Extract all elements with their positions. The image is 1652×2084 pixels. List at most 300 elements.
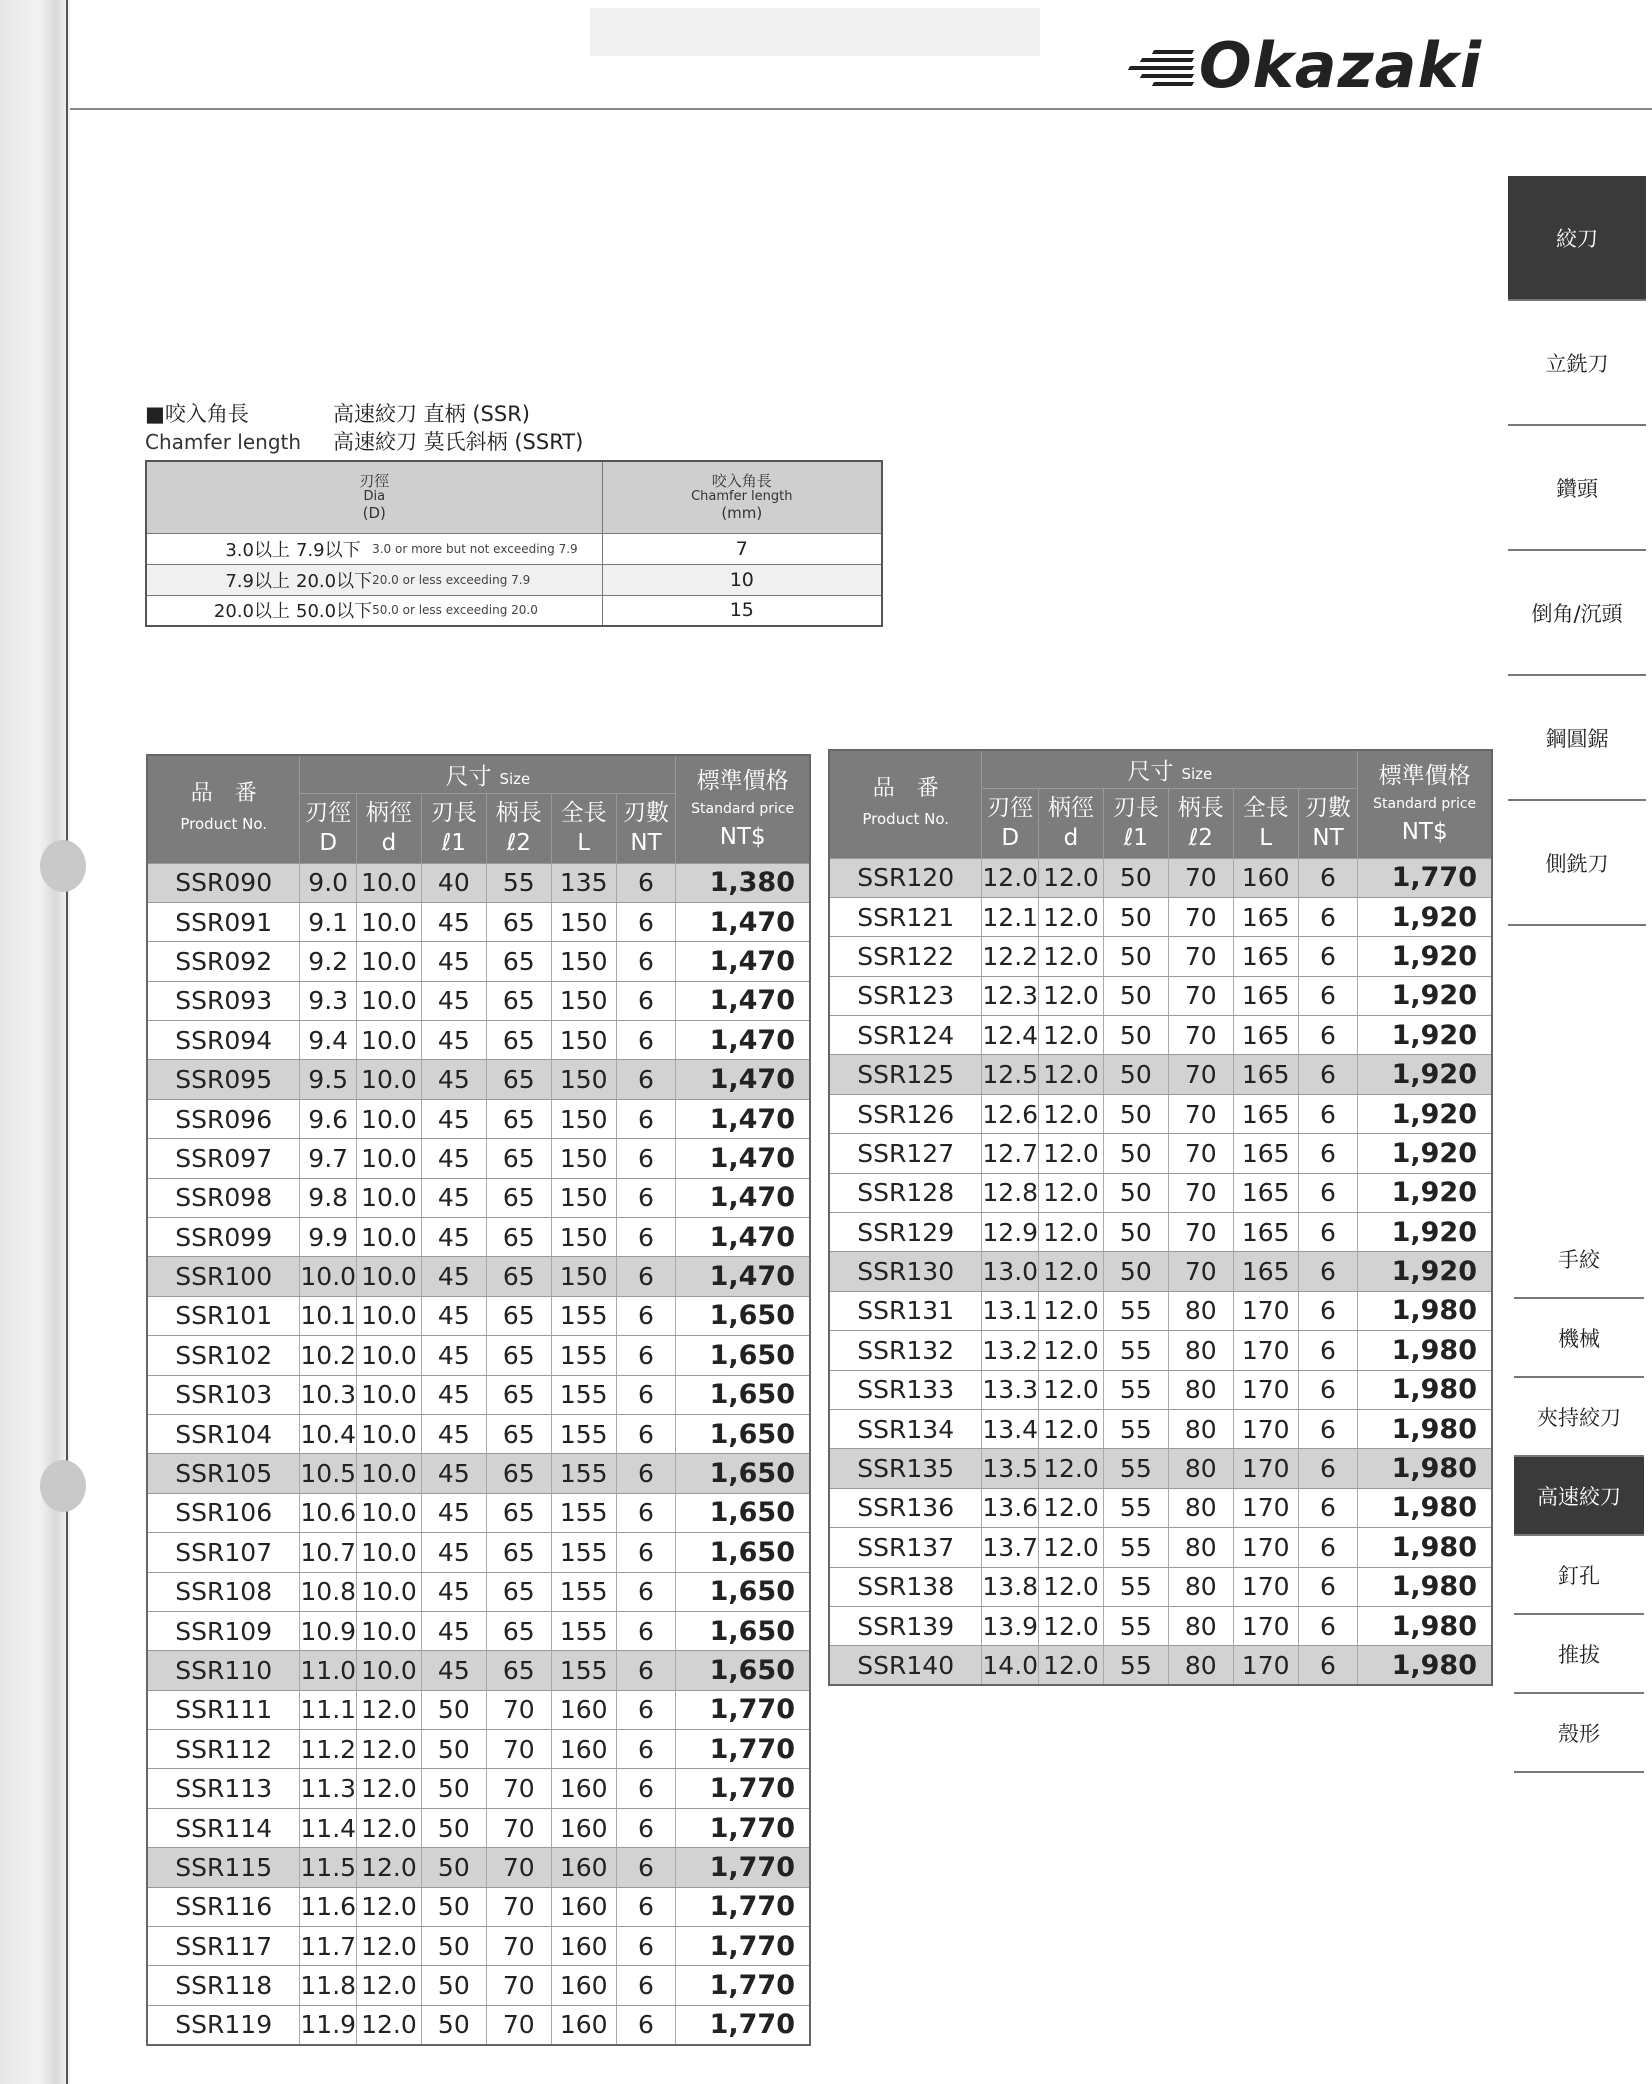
diameter-cell: 9.2 — [300, 942, 357, 981]
price-cell: 1,920 — [1358, 976, 1492, 1015]
teeth-cell: 6 — [616, 1769, 676, 1808]
price-cell: 1,470 — [676, 1099, 810, 1138]
flute-length-cell: 50 — [1103, 976, 1168, 1015]
product-no-cell: SSR119 — [147, 2005, 300, 2044]
shank-dia-cell: 12.0 — [1038, 937, 1103, 976]
price-cell: 1,650 — [676, 1572, 810, 1611]
price-cell: 1,470 — [676, 981, 810, 1020]
flute-length-cell: 45 — [421, 1257, 486, 1296]
overall-length-cell: 160 — [551, 1808, 616, 1847]
diameter-cell: 12.3 — [982, 976, 1039, 1015]
price-cell: 1,980 — [1358, 1606, 1492, 1645]
product-no-cell: SSR104 — [147, 1414, 300, 1453]
price-cell: 1,650 — [676, 1414, 810, 1453]
flute-length-cell: 45 — [421, 1336, 486, 1375]
overall-length-cell: 165 — [1233, 1213, 1298, 1252]
col-product-no — [147, 755, 300, 863]
col-price — [676, 755, 810, 863]
col-shank-dia-symbol: d — [1063, 825, 1079, 851]
shank-dia-cell: 12.0 — [1038, 1606, 1103, 1645]
teeth-cell: 6 — [1298, 897, 1358, 936]
flute-length-cell: 50 — [1103, 1173, 1168, 1212]
col-price-currency: NT$ — [1401, 819, 1448, 846]
price-cell: 1,770 — [676, 1808, 810, 1847]
col-diameter-symbol: D — [319, 830, 338, 856]
flute-length-cell: 55 — [1103, 1567, 1168, 1606]
diameter-cell: 10.5 — [300, 1454, 357, 1493]
flute-length-cell: 45 — [421, 981, 486, 1020]
shank-length-cell: 70 — [486, 1848, 551, 1887]
product-row — [147, 1808, 810, 1847]
shank-length-cell: 65 — [486, 1454, 551, 1493]
shank-length-cell: 70 — [486, 1927, 551, 1966]
shank-dia-cell: 10.0 — [356, 1178, 421, 1217]
overall-length-cell: 160 — [551, 1887, 616, 1926]
teeth-cell: 6 — [616, 1178, 676, 1217]
product-no-cell: SSR129 — [829, 1213, 982, 1252]
reamer-type-tab[interactable]: 手絞 — [1514, 1220, 1644, 1299]
product-no-cell: SSR133 — [829, 1370, 982, 1409]
shank-dia-cell: 12.0 — [1038, 976, 1103, 1015]
col-shank-dia — [1038, 788, 1103, 858]
category-tab[interactable]: 側銑刀 — [1508, 801, 1646, 926]
diameter-cell: 10.2 — [300, 1336, 357, 1375]
product-no-cell: SSR107 — [147, 1533, 300, 1572]
teeth-cell: 6 — [616, 1690, 676, 1729]
overall-length-cell: 150 — [551, 1099, 616, 1138]
price-cell: 1,470 — [676, 1139, 810, 1178]
overall-length-cell: 160 — [1233, 858, 1298, 897]
diameter-cell: 12.7 — [982, 1134, 1039, 1173]
product-no-cell: SSR134 — [829, 1409, 982, 1448]
reamer-type-tab[interactable]: 夾持絞刀 — [1514, 1378, 1644, 1457]
chamfer-col-length: 咬入角長 Chamfer length (mm) — [602, 461, 882, 533]
col-shank-dia-symbol: d — [381, 830, 397, 856]
shank-length-cell: 80 — [1168, 1449, 1233, 1488]
shank-length-cell: 65 — [486, 1178, 551, 1217]
shank-length-cell: 70 — [1168, 1134, 1233, 1173]
product-row — [829, 1291, 1492, 1330]
overall-length-cell: 155 — [551, 1336, 616, 1375]
col-size-en: Size — [499, 769, 531, 788]
product-no-cell: SSR126 — [829, 1094, 982, 1133]
overall-length-cell: 155 — [551, 1572, 616, 1611]
chamfer-row — [146, 564, 882, 595]
overall-length-cell: 150 — [551, 902, 616, 941]
diameter-cell: 13.3 — [982, 1370, 1039, 1409]
shank-dia-cell: 10.0 — [356, 1651, 421, 1690]
flute-length-cell: 50 — [1103, 1055, 1168, 1094]
category-tab[interactable]: 倒角/沉頭 — [1508, 551, 1646, 676]
shank-length-cell: 65 — [486, 1296, 551, 1335]
diameter-cell: 9.5 — [300, 1060, 357, 1099]
diameter-cell: 11.3 — [300, 1769, 357, 1808]
teeth-cell: 6 — [616, 2005, 676, 2044]
col-product-zh: 品 番 — [190, 781, 257, 807]
shank-dia-cell: 10.0 — [356, 1454, 421, 1493]
teeth-cell: 6 — [616, 1099, 676, 1138]
diameter-cell: 13.2 — [982, 1331, 1039, 1370]
shank-dia-cell: 12.0 — [356, 1730, 421, 1769]
reamer-type-tabs — [1514, 1220, 1644, 1773]
shank-dia-cell: 10.0 — [356, 1099, 421, 1138]
product-row — [147, 1533, 810, 1572]
shank-length-cell: 65 — [486, 1651, 551, 1690]
reamer-type-tab[interactable]: 釘孔 — [1514, 1536, 1644, 1615]
col-price-en: Standard price — [691, 801, 795, 818]
shank-dia-cell: 12.0 — [1038, 1567, 1103, 1606]
flute-length-cell: 45 — [421, 1099, 486, 1138]
reamer-type-tab[interactable]: 高速絞刀 — [1514, 1457, 1644, 1536]
price-cell: 1,920 — [1358, 1252, 1492, 1291]
diameter-cell: 14.0 — [982, 1646, 1039, 1685]
diameter-cell: 9.7 — [300, 1139, 357, 1178]
overall-length-cell: 150 — [551, 942, 616, 981]
product-no-cell: SSR102 — [147, 1336, 300, 1375]
price-cell: 1,650 — [676, 1533, 810, 1572]
reamer-type-tab[interactable]: 機械 — [1514, 1299, 1644, 1378]
price-cell: 1,470 — [676, 902, 810, 941]
category-tab[interactable]: 鋼圓鋸 — [1508, 676, 1646, 801]
flute-length-cell: 50 — [421, 1927, 486, 1966]
col-overall-length — [551, 793, 616, 863]
product-row — [147, 2005, 810, 2044]
product-no-cell: SSR092 — [147, 942, 300, 981]
flute-length-cell: 50 — [421, 1730, 486, 1769]
chamfer-heading-en: Chamfer length — [145, 430, 302, 454]
price-cell: 1,650 — [676, 1493, 810, 1532]
overall-length-cell: 150 — [551, 1139, 616, 1178]
shank-length-cell: 65 — [486, 1414, 551, 1453]
header-rule — [70, 108, 1652, 110]
binding-edge — [66, 0, 68, 2084]
product-row — [147, 1336, 810, 1375]
price-cell: 1,470 — [676, 1060, 810, 1099]
col-diameter — [982, 788, 1039, 858]
teeth-cell: 6 — [616, 1572, 676, 1611]
product-row — [147, 1611, 810, 1650]
shank-dia-cell: 10.0 — [356, 1572, 421, 1611]
col-product-no — [829, 750, 982, 858]
chamfer-range-desc: 3.0 or more but not exceeding 7.9 — [372, 533, 602, 564]
shank-dia-cell: 12.0 — [1038, 1213, 1103, 1252]
shank-dia-cell: 10.0 — [356, 1060, 421, 1099]
flute-length-cell: 55 — [1103, 1370, 1168, 1409]
product-row — [829, 1567, 1492, 1606]
flute-length-cell: 50 — [1103, 858, 1168, 897]
overall-length-cell: 165 — [1233, 1055, 1298, 1094]
price-cell: 1,980 — [1358, 1370, 1492, 1409]
diameter-cell: 11.6 — [300, 1887, 357, 1926]
reamer-type-tab[interactable]: 推拔 — [1514, 1615, 1644, 1694]
diameter-cell: 11.8 — [300, 1966, 357, 2005]
overall-length-cell: 165 — [1233, 1094, 1298, 1133]
col-overall-length-symbol: L — [1259, 825, 1273, 851]
teeth-cell: 6 — [1298, 1213, 1358, 1252]
product-row — [829, 1252, 1492, 1291]
flute-length-cell: 50 — [1103, 937, 1168, 976]
brand-logo — [1123, 30, 1482, 100]
overall-length-cell: 165 — [1233, 1252, 1298, 1291]
col-shank-dia-zh: 柄徑 — [365, 800, 412, 826]
col-overall-length-zh: 全長 — [560, 800, 607, 826]
flute-length-cell: 55 — [1103, 1291, 1168, 1330]
shank-length-cell: 65 — [486, 1572, 551, 1611]
teeth-cell: 6 — [1298, 1646, 1358, 1685]
shank-dia-cell: 12.0 — [1038, 858, 1103, 897]
diameter-cell: 9.9 — [300, 1218, 357, 1257]
product-no-cell: SSR114 — [147, 1808, 300, 1847]
product-row — [147, 981, 810, 1020]
product-no-cell: SSR137 — [829, 1528, 982, 1567]
overall-length-cell: 170 — [1233, 1291, 1298, 1330]
chamfer-range-from: 7.9以上 — [146, 564, 296, 595]
price-cell: 1,920 — [1358, 1094, 1492, 1133]
diameter-cell: 9.8 — [300, 1178, 357, 1217]
price-cell: 1,770 — [676, 1887, 810, 1926]
col-shank-length — [486, 793, 551, 863]
product-no-cell: SSR090 — [147, 863, 300, 902]
product-row — [829, 1449, 1492, 1488]
col-flute-length-zh: 刃長 — [430, 800, 477, 826]
shank-length-cell: 65 — [486, 942, 551, 981]
flute-length-cell: 55 — [1103, 1646, 1168, 1685]
overall-length-cell: 155 — [551, 1611, 616, 1650]
flute-length-cell: 45 — [421, 1178, 486, 1217]
teeth-cell: 6 — [616, 1808, 676, 1847]
overall-length-cell: 155 — [551, 1296, 616, 1335]
flute-length-cell: 50 — [1103, 1213, 1168, 1252]
flute-length-cell: 50 — [421, 1769, 486, 1808]
binder-hole — [40, 1460, 86, 1512]
shank-dia-cell: 12.0 — [1038, 1291, 1103, 1330]
overall-length-cell: 165 — [1233, 976, 1298, 1015]
shank-length-cell: 80 — [1168, 1291, 1233, 1330]
col-flute-length-symbol: ℓ1 — [1123, 825, 1148, 851]
flute-length-cell: 55 — [1103, 1488, 1168, 1527]
diameter-cell: 10.1 — [300, 1296, 357, 1335]
product-no-cell: SSR106 — [147, 1493, 300, 1532]
shank-dia-cell: 12.0 — [1038, 1016, 1103, 1055]
product-no-cell: SSR110 — [147, 1651, 300, 1690]
overall-length-cell: 170 — [1233, 1567, 1298, 1606]
flute-length-cell: 45 — [421, 1611, 486, 1650]
product-row — [829, 1016, 1492, 1055]
price-cell: 1,470 — [676, 1257, 810, 1296]
col-teeth-zh: 刃數 — [1304, 795, 1351, 821]
diameter-cell: 12.0 — [982, 858, 1039, 897]
flute-length-cell: 45 — [421, 1454, 486, 1493]
col-teeth — [1298, 788, 1358, 858]
shank-length-cell: 70 — [1168, 937, 1233, 976]
product-no-cell: SSR094 — [147, 1021, 300, 1060]
price-cell: 1,920 — [1358, 897, 1492, 936]
teeth-cell: 6 — [1298, 1016, 1358, 1055]
price-cell: 1,980 — [1358, 1291, 1492, 1330]
col-overall-length-symbol: L — [577, 830, 591, 856]
shank-dia-cell: 10.0 — [356, 1375, 421, 1414]
product-row — [147, 902, 810, 941]
shank-length-cell: 70 — [1168, 1016, 1233, 1055]
chamfer-heading-zh: ■咬入角長 — [145, 402, 249, 426]
shank-length-cell: 65 — [486, 1139, 551, 1178]
overall-length-cell: 170 — [1233, 1370, 1298, 1409]
price-cell: 1,980 — [1358, 1488, 1492, 1527]
teeth-cell: 6 — [616, 1060, 676, 1099]
product-no-cell: SSR138 — [829, 1567, 982, 1606]
product-row — [829, 1173, 1492, 1212]
diameter-cell: 9.3 — [300, 981, 357, 1020]
overall-length-cell: 165 — [1233, 897, 1298, 936]
shank-length-cell: 80 — [1168, 1606, 1233, 1645]
diameter-cell: 12.2 — [982, 937, 1039, 976]
diameter-cell: 11.5 — [300, 1848, 357, 1887]
overall-length-cell: 150 — [551, 1021, 616, 1060]
shank-dia-cell: 10.0 — [356, 902, 421, 941]
shank-length-cell: 70 — [1168, 1173, 1233, 1212]
product-no-cell: SSR111 — [147, 1690, 300, 1729]
product-row — [147, 1848, 810, 1887]
shank-dia-cell: 10.0 — [356, 1533, 421, 1572]
col-shank-length — [1168, 788, 1233, 858]
flute-length-cell: 50 — [421, 1808, 486, 1847]
shank-dia-cell: 10.0 — [356, 1611, 421, 1650]
teeth-cell: 6 — [1298, 1291, 1358, 1330]
flute-length-cell: 50 — [1103, 897, 1168, 936]
logo-wordmark: Okazaki — [1198, 28, 1482, 102]
shank-length-cell: 70 — [486, 1808, 551, 1847]
col-size-group — [300, 755, 676, 793]
col-teeth — [616, 793, 676, 863]
shank-length-cell: 70 — [1168, 1252, 1233, 1291]
shank-dia-cell: 12.0 — [356, 2005, 421, 2044]
overall-length-cell: 150 — [551, 1218, 616, 1257]
col-size-zh: 尺寸 — [1127, 758, 1174, 785]
product-no-cell: SSR125 — [829, 1055, 982, 1094]
product-no-cell: SSR091 — [147, 902, 300, 941]
reamer-type-tab[interactable]: 殼形 — [1514, 1694, 1644, 1773]
diameter-cell: 10.7 — [300, 1533, 357, 1572]
product-row — [147, 1572, 810, 1611]
diameter-cell: 10.8 — [300, 1572, 357, 1611]
product-row — [147, 1966, 810, 2005]
overall-length-cell: 170 — [1233, 1646, 1298, 1685]
product-row — [147, 863, 810, 902]
diameter-cell: 12.8 — [982, 1173, 1039, 1212]
overall-length-cell: 170 — [1233, 1331, 1298, 1370]
col-flute-length — [421, 793, 486, 863]
shank-dia-cell: 10.0 — [356, 1296, 421, 1335]
product-no-cell: SSR120 — [829, 858, 982, 897]
teeth-cell: 6 — [616, 1375, 676, 1414]
diameter-cell: 13.0 — [982, 1252, 1039, 1291]
shank-length-cell: 80 — [1168, 1528, 1233, 1567]
col-shank-length-symbol: ℓ2 — [1188, 825, 1213, 851]
shank-dia-cell: 12.0 — [356, 1966, 421, 2005]
diameter-cell: 11.4 — [300, 1808, 357, 1847]
shank-length-cell: 65 — [486, 1533, 551, 1572]
diameter-cell: 12.5 — [982, 1055, 1039, 1094]
product-line-2: 高速絞刀 莫氏斜柄 (SSRT) — [333, 430, 584, 454]
shank-length-cell: 80 — [1168, 1488, 1233, 1527]
shank-dia-cell: 12.0 — [1038, 1134, 1103, 1173]
shank-length-cell: 80 — [1168, 1567, 1233, 1606]
col-flute-length — [1103, 788, 1168, 858]
product-row — [147, 1730, 810, 1769]
shank-dia-cell: 12.0 — [356, 1848, 421, 1887]
teeth-cell: 6 — [616, 942, 676, 981]
shank-length-cell: 80 — [1168, 1370, 1233, 1409]
overall-length-cell: 155 — [551, 1493, 616, 1532]
price-cell: 1,770 — [676, 1730, 810, 1769]
col-product-zh: 品 番 — [872, 776, 939, 802]
product-no-cell: SSR136 — [829, 1488, 982, 1527]
col-overall-length-zh: 全長 — [1242, 795, 1289, 821]
product-row — [829, 1331, 1492, 1370]
product-row — [147, 1927, 810, 1966]
flute-length-cell: 45 — [421, 1296, 486, 1335]
chamfer-range-from: 20.0以上 — [146, 595, 296, 626]
teeth-cell: 6 — [1298, 858, 1358, 897]
product-row — [829, 1488, 1492, 1527]
teeth-cell: 6 — [1298, 1331, 1358, 1370]
category-tab[interactable]: 鑽頭 — [1508, 426, 1646, 551]
overall-length-cell: 165 — [1233, 937, 1298, 976]
teeth-cell: 6 — [616, 1730, 676, 1769]
diameter-cell: 10.3 — [300, 1375, 357, 1414]
col-shank-length-zh: 柄長 — [495, 800, 542, 826]
overall-length-cell: 160 — [551, 1966, 616, 2005]
col-shank-length-symbol: ℓ2 — [506, 830, 531, 856]
price-table-right — [828, 749, 1493, 1686]
shank-dia-cell: 12.0 — [1038, 1528, 1103, 1567]
teeth-cell: 6 — [616, 1927, 676, 1966]
flute-length-cell: 45 — [421, 1021, 486, 1060]
shank-dia-cell: 10.0 — [356, 1257, 421, 1296]
col-shank-dia — [356, 793, 421, 863]
overall-length-cell: 160 — [551, 1730, 616, 1769]
teeth-cell: 6 — [1298, 1488, 1358, 1527]
price-cell: 1,920 — [1358, 1016, 1492, 1055]
price-cell: 1,980 — [1358, 1646, 1492, 1685]
overall-length-cell: 150 — [551, 1178, 616, 1217]
diameter-cell: 10.9 — [300, 1611, 357, 1650]
shank-dia-cell: 12.0 — [1038, 1055, 1103, 1094]
teeth-cell: 6 — [616, 863, 676, 902]
category-tab[interactable]: 絞刀 — [1508, 176, 1646, 301]
price-cell: 1,920 — [1358, 937, 1492, 976]
product-row — [829, 1528, 1492, 1567]
chamfer-range-to: 20.0以下 — [296, 564, 372, 595]
diameter-cell: 11.9 — [300, 2005, 357, 2044]
category-tab[interactable]: 立銑刀 — [1508, 301, 1646, 426]
product-row — [147, 1375, 810, 1414]
shank-length-cell: 55 — [486, 863, 551, 902]
product-row — [829, 897, 1492, 936]
flute-length-cell: 45 — [421, 1139, 486, 1178]
price-cell: 1,470 — [676, 1178, 810, 1217]
price-cell: 1,770 — [1358, 858, 1492, 897]
product-row — [829, 1646, 1492, 1685]
teeth-cell: 6 — [1298, 1409, 1358, 1448]
diameter-cell: 11.1 — [300, 1690, 357, 1729]
product-row — [147, 1257, 810, 1296]
shank-dia-cell: 10.0 — [356, 1493, 421, 1532]
chamfer-row — [146, 595, 882, 626]
price-cell: 1,920 — [1358, 1055, 1492, 1094]
diameter-cell: 13.5 — [982, 1449, 1039, 1488]
shank-length-cell: 70 — [486, 1887, 551, 1926]
